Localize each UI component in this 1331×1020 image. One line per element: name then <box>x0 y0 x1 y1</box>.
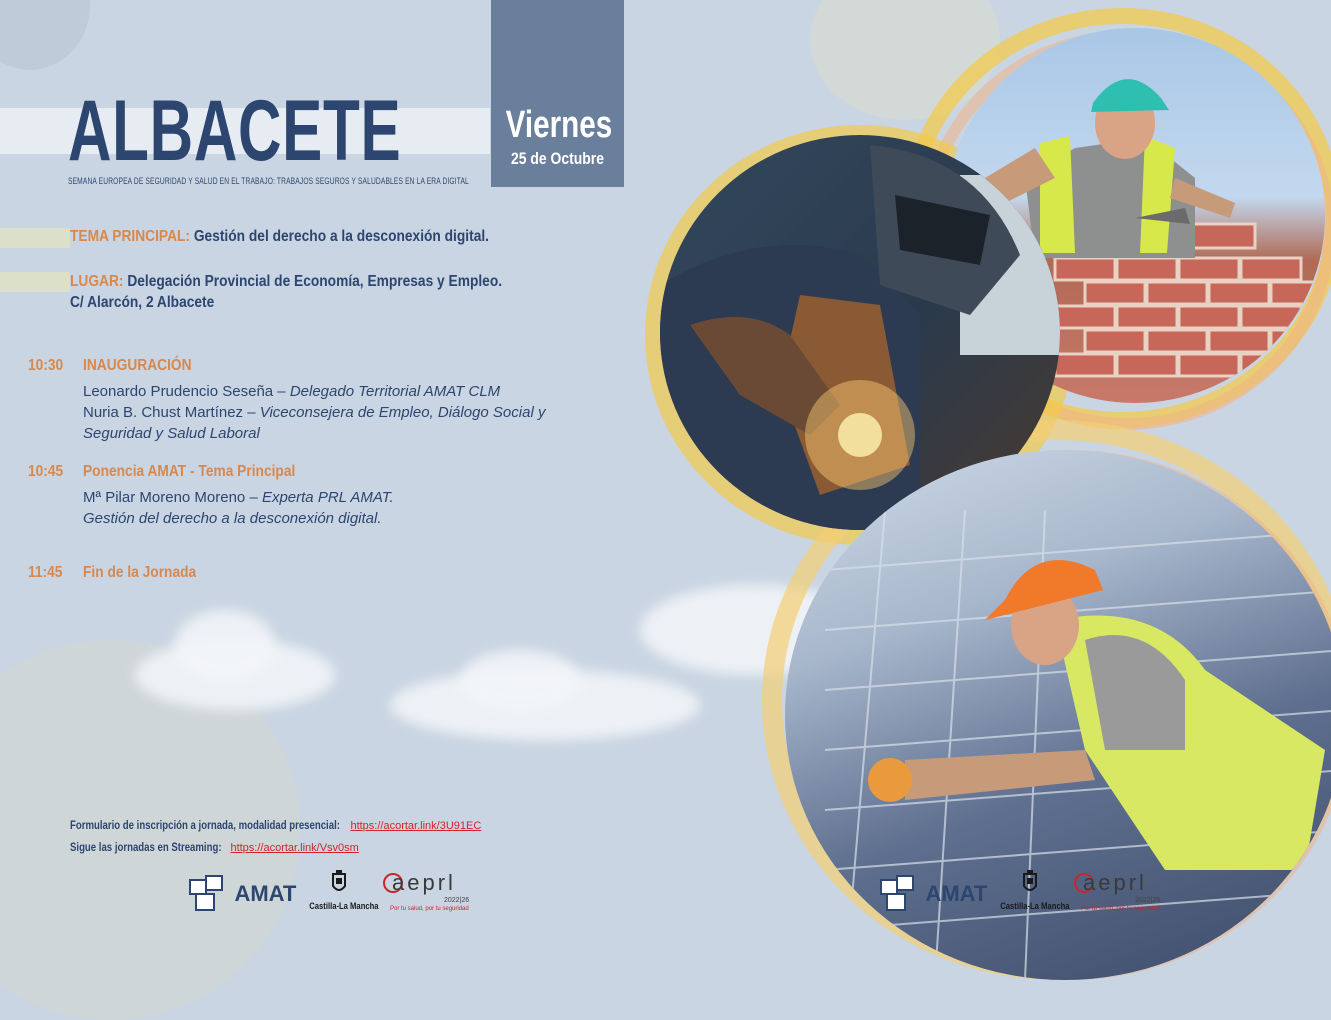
aeprl-logo-text: aeprl <box>392 870 456 895</box>
aeprl-tagline: Por tu salud, por tu seguridad <box>1081 906 1160 912</box>
day-label: Viernes <box>505 104 613 146</box>
agenda-line <box>83 510 382 527</box>
form-label: Formulario de inscripción a jornada, modalidad presencial: <box>70 818 340 832</box>
agenda-line <box>83 404 545 421</box>
aeprl-years: 2022|26 <box>444 897 470 904</box>
speaker-name: Leonardo Prudencio Seseña – <box>83 383 290 400</box>
cloud-middle-puff <box>460 650 580 710</box>
stream-link[interactable]: https://acortar.link/Vsv0sm <box>230 842 359 854</box>
amat-logo <box>188 874 296 914</box>
agenda-title: Ponencia AMAT - Tema Principal <box>83 463 296 480</box>
agenda-title: INAUGURACIÓN <box>83 357 192 374</box>
clm-shield-icon <box>331 870 347 896</box>
speaker-role: Experta PRL AMAT. <box>261 489 394 506</box>
cloud-left-puff <box>175 610 275 680</box>
clm-logo <box>995 870 1070 911</box>
amat-logo <box>879 874 987 914</box>
speaker-name: Nuria B. Chust Martínez – <box>83 404 260 421</box>
amat-logo-text: AMAT <box>925 881 988 906</box>
tema-line <box>70 228 489 246</box>
speaker-role: Seguridad y Salud Laboral <box>83 425 260 442</box>
speaker-role: Viceconsejera de Empleo, Diálogo Social y <box>259 404 546 421</box>
agenda-line <box>83 425 260 442</box>
event-subtitle: SEMANA EUROPEA DE SEGURIDAD Y SALUD EN EL TRABAJO: TRABAJOS SEGUROS Y SALUDABLES EN LA ERA DIGITAL <box>68 176 469 186</box>
agenda-title: Fin de la Jornada <box>83 564 197 581</box>
amat-logo-text: AMAT <box>234 881 297 906</box>
lugar-address: C/ Alarcón, 2 Albacete <box>70 294 215 311</box>
page-title <box>68 83 498 179</box>
speaker-role: Gestión del derecho a la desconexión digital. <box>83 510 382 527</box>
tema-label: TEMA PRINCIPAL: <box>70 228 191 245</box>
lugar-line <box>70 273 502 291</box>
lugar-value: Delegación Provincial de Economía, Empresas y Empleo. <box>127 273 503 290</box>
logos-left <box>188 870 488 920</box>
lugar-stripe <box>0 272 70 292</box>
date-label: 25 de Octubre <box>511 149 604 168</box>
agenda-time: 10:30 <box>28 357 64 374</box>
date-box <box>491 0 624 187</box>
agenda-line <box>83 383 500 400</box>
aeprl-years: 2022|26 <box>1135 897 1161 904</box>
speaker-role: Delegado Territorial AMAT CLM <box>289 383 501 400</box>
tema-value: Gestión del derecho a la desconexión digital. <box>193 228 489 245</box>
city-title: ALBACETE <box>68 83 402 179</box>
agenda-time: 11:45 <box>28 564 63 581</box>
stream-label: Sigue las jornadas en Streaming: <box>70 840 222 854</box>
aeprl-logo-text: aeprl <box>1083 870 1147 895</box>
clm-logo-text: Castilla-La Mancha <box>309 901 379 911</box>
amat-logo-icon <box>188 874 226 914</box>
lugar-label: LUGAR: <box>70 273 124 290</box>
clm-shield-icon <box>1022 870 1038 896</box>
form-row <box>70 816 481 834</box>
clm-logo-text: Castilla-La Mancha <box>1000 901 1070 911</box>
form-link[interactable]: https://acortar.link/3U91EC <box>350 820 482 832</box>
amat-logo-icon <box>879 874 917 914</box>
aeprl-tagline: Por tu salud, por tu seguridad <box>390 906 469 912</box>
speaker-name: Mª Pilar Moreno Moreno – <box>83 489 262 506</box>
agenda-line <box>83 489 394 506</box>
stream-row <box>70 838 359 856</box>
logos-right <box>879 870 1179 920</box>
agenda-time: 10:45 <box>28 463 64 480</box>
tema-stripe <box>0 228 70 248</box>
clm-logo <box>304 870 379 911</box>
bg-circle-top-left <box>0 0 90 70</box>
